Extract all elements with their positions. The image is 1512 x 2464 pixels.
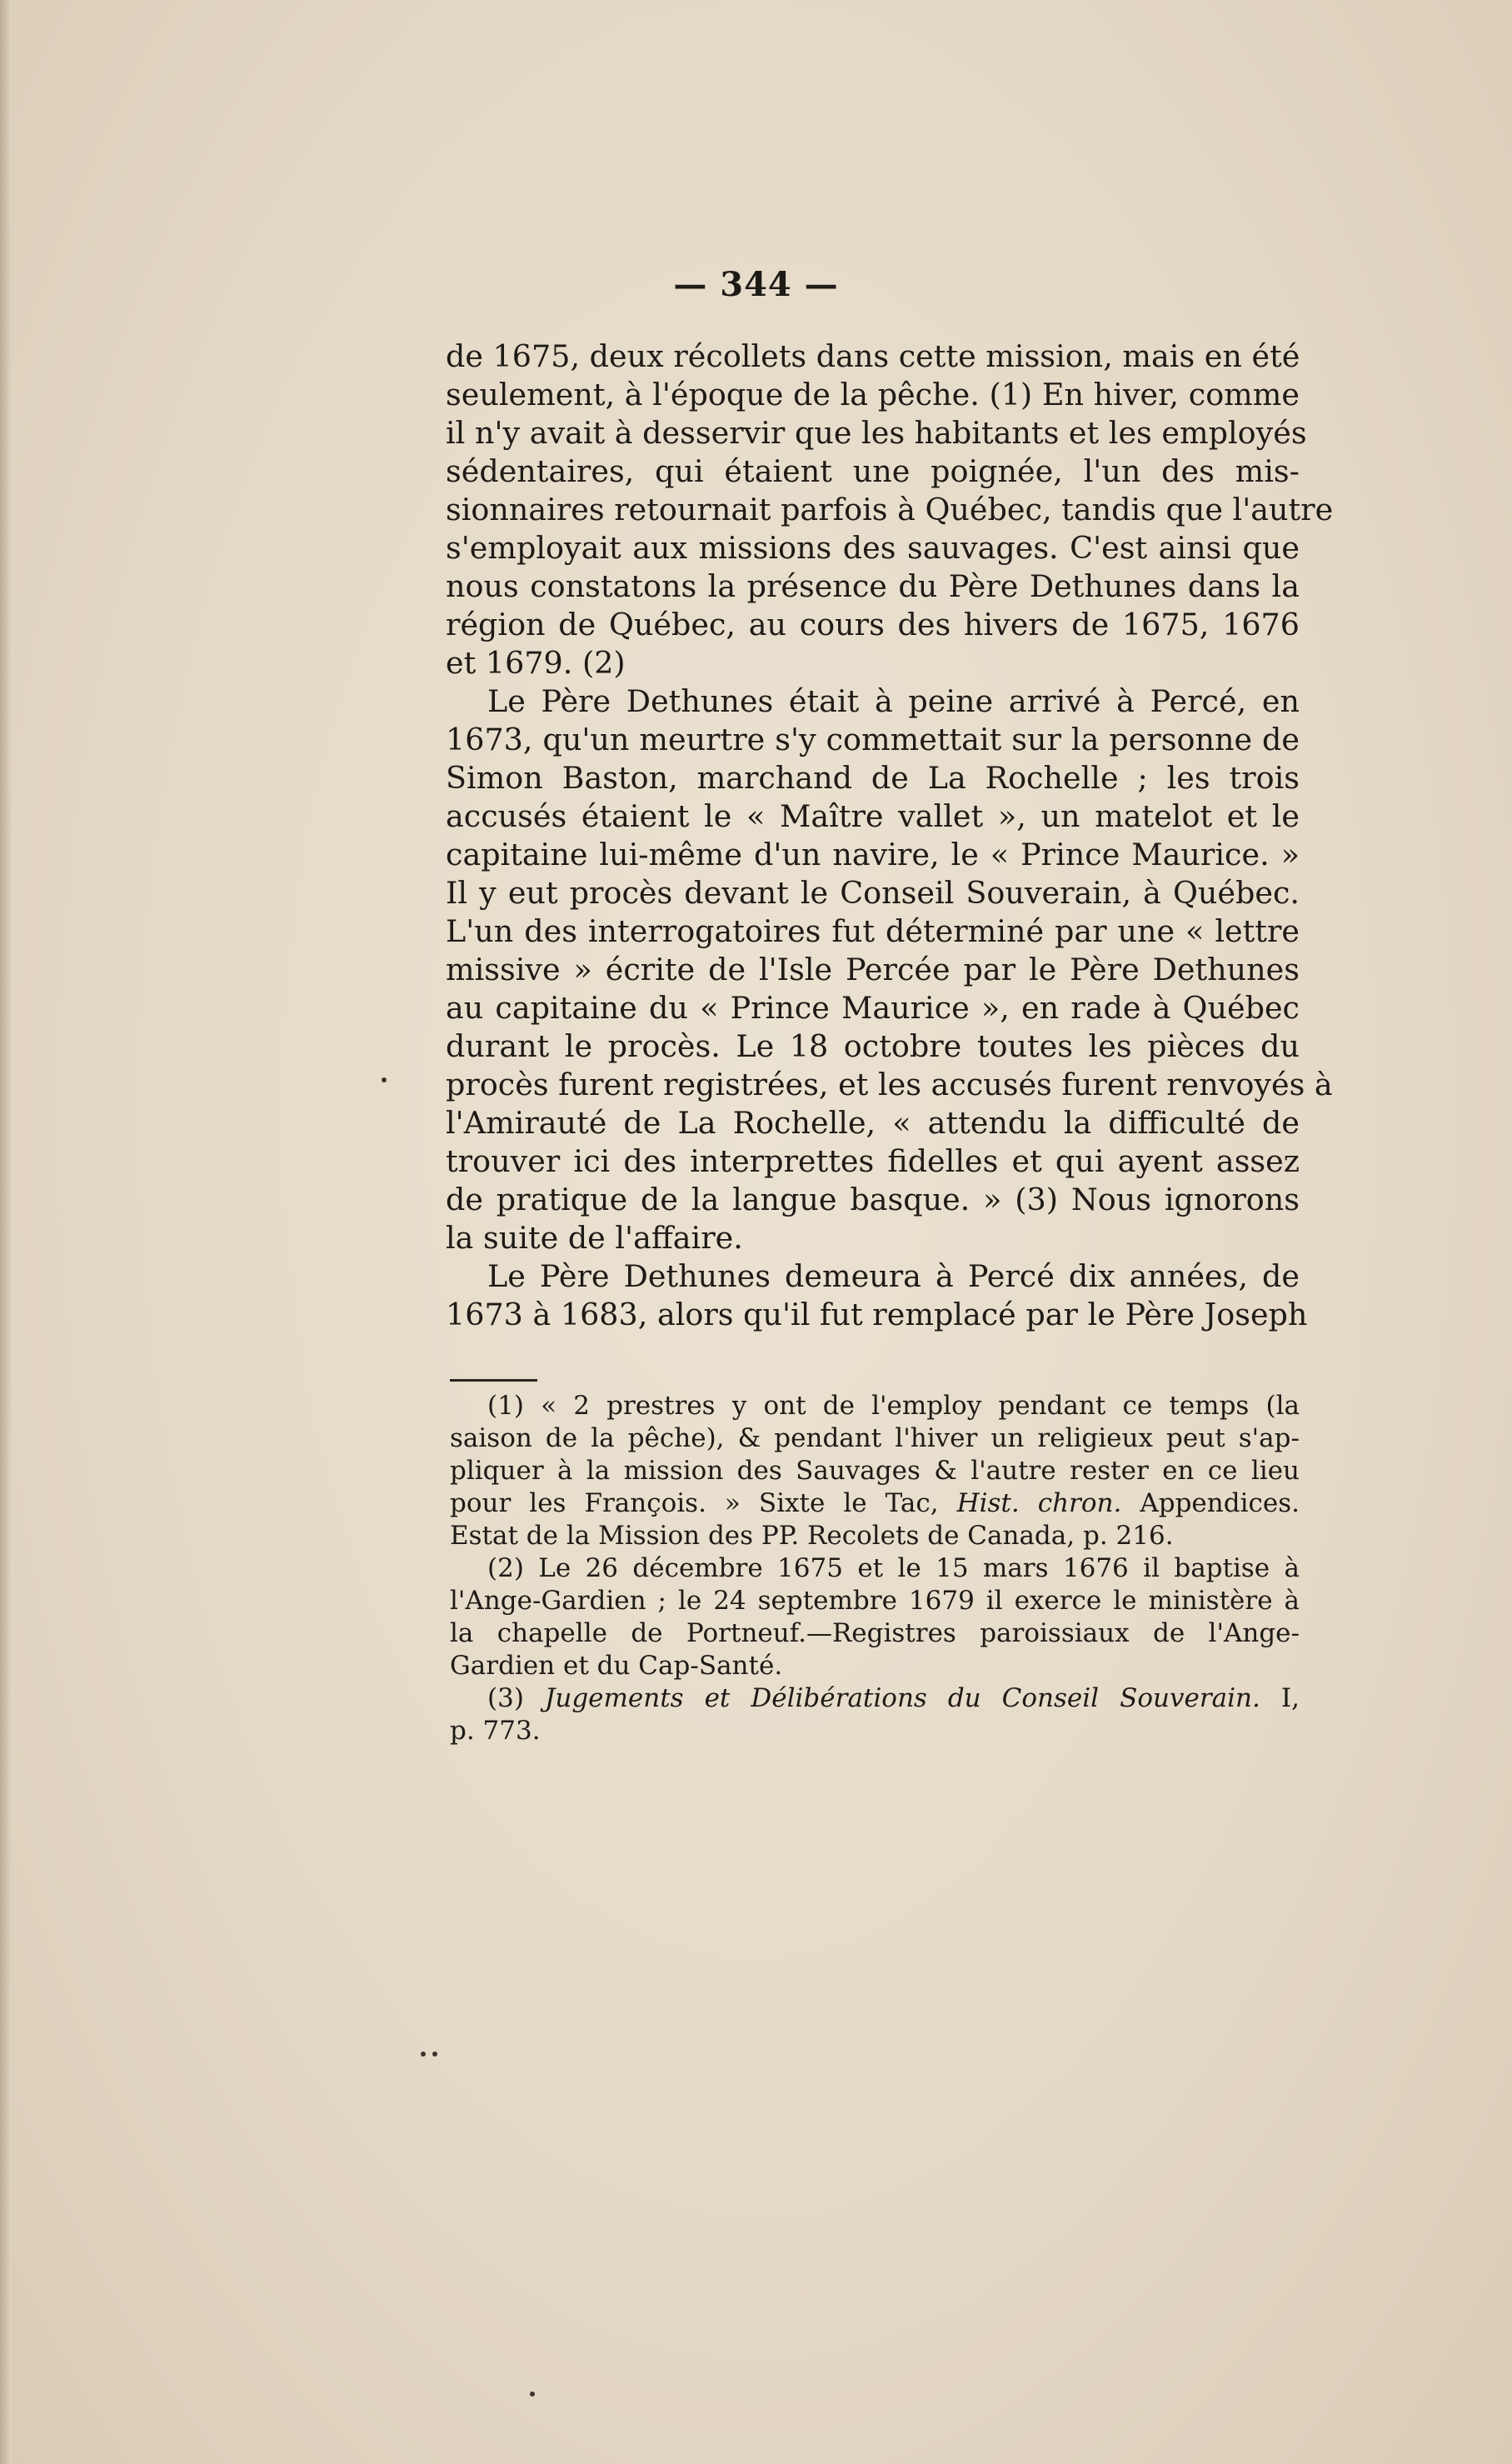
footnote-divider [450,1379,537,1382]
body-line: accusés étaient le « Maître vallet », un matelot et le [446,798,1300,834]
footnote-1-line [450,1487,1300,1520]
body-line: Simon Baston, marchand de La Rochelle ; les trois [446,760,1300,796]
body-line: nous constatons la présence du Père Dethunes dans la [446,568,1300,604]
paper-speck [421,2052,426,2057]
body-line: Le Père Dethunes était à peine arrivé à Percé, en [487,683,1300,719]
body-line: trouver ici des interprettes fidelles et qui ayent assez [446,1143,1300,1179]
body-line: il n'y avait à desservir que les habitants et les employés [446,415,1307,451]
footnote-3-line [450,1682,1300,1715]
footnote-1-text: Appendices. [1121,1488,1300,1518]
body-line: Il y eut procès devant le Conseil Souverain, à Québec. [446,875,1300,911]
footnote-3-text: (3) [487,1683,545,1713]
page-number: — 344 — [673,265,839,304]
body-line: durant le procès. Le 18 octobre toutes les pièces du [446,1028,1300,1064]
body-line: 1673 à 1683, alors qu'il fut remplacé par le Père Joseph [446,1297,1308,1332]
body-line: L'un des interrogatoires fut déterminé par une « lettre [446,913,1300,949]
body-line: procès furent registrées, et les accusés furent renvoyés à [446,1067,1333,1102]
body-line: s'employait aux missions des sauvages. C'est ainsi que [446,530,1300,566]
body-line: de 1675, deux récollets dans cette mission, mais en été [446,338,1300,374]
footnote-1-line: Estat de la Mission des PP. Recolets de Canada, p. 216. [450,1521,1174,1551]
paper-speck [530,2392,535,2397]
footnote-3-text: I, [1260,1683,1300,1713]
paper-speck [432,2052,437,2057]
page-edge-shadow [0,0,12,2464]
footnote-1-text: pour les François. » Sixte le Tac, [450,1488,957,1518]
footnote-2-line: la chapelle de Portneuf.—Registres paroissiaux de l'Ange- [450,1618,1300,1648]
body-line: capitaine lui-même d'un navire, le « Prince Maurice. » [446,837,1300,872]
footnote-1-line: saison de la pêche), & pendant l'hiver un religieux peut s'ap- [450,1423,1300,1453]
body-line: au capitaine du « Prince Maurice », en rade à Québec [446,990,1300,1026]
body-line: la suite de l'affaire. [446,1220,743,1256]
footnote-3-line: p. 773. [450,1716,541,1746]
footnote-2-line: l'Ange-Gardien ; le 24 septembre 1679 il exerce le ministère à [450,1586,1300,1616]
footnote-1-line: (1) « 2 prestres y ont de l'employ pendant ce temps (la [487,1391,1300,1421]
footnote-2-line: Gardien et du Cap-Santé. [450,1651,783,1681]
footnotes [450,1390,1300,1747]
body-line: sédentaires, qui étaient une poignée, l'un des mis- [446,453,1300,489]
footnote-2-line: (2) Le 26 décembre 1675 et le 15 mars 1676 il baptise à [487,1553,1300,1583]
body-line: seulement, à l'époque de la pêche. (1) En hiver, comme [446,377,1300,412]
body-line: et 1679. (2) [446,645,626,681]
body-line: l'Amirauté de La Rochelle, « attendu la difficulté de [446,1105,1300,1141]
paper-speck [382,1077,387,1082]
body-line: Le Père Dethunes demeura à Percé dix années, de [487,1258,1300,1294]
body-line: de pratique de la langue basque. » (3) Nous ignorons [446,1182,1300,1217]
footnote-1-italic-title: Hist. chron. [956,1488,1122,1518]
body-line: région de Québec, au cours des hivers de 1675, 1676 [446,607,1300,642]
footnote-3-italic-title: Jugements et Délibérations du Conseil Souverain. [544,1683,1260,1713]
body-line: missive » écrite de l'Isle Percée par le Père Dethunes [446,952,1300,987]
body-line: 1673, qu'un meurtre s'y commettait sur la personne de [446,722,1300,757]
body-line: sionnaires retournait parfois à Québec, tandis que l'autre [446,492,1334,527]
footnote-1-line: pliquer à la mission des Sauvages & l'autre rester en ce lieu [450,1456,1300,1486]
body-text [446,337,1334,1334]
